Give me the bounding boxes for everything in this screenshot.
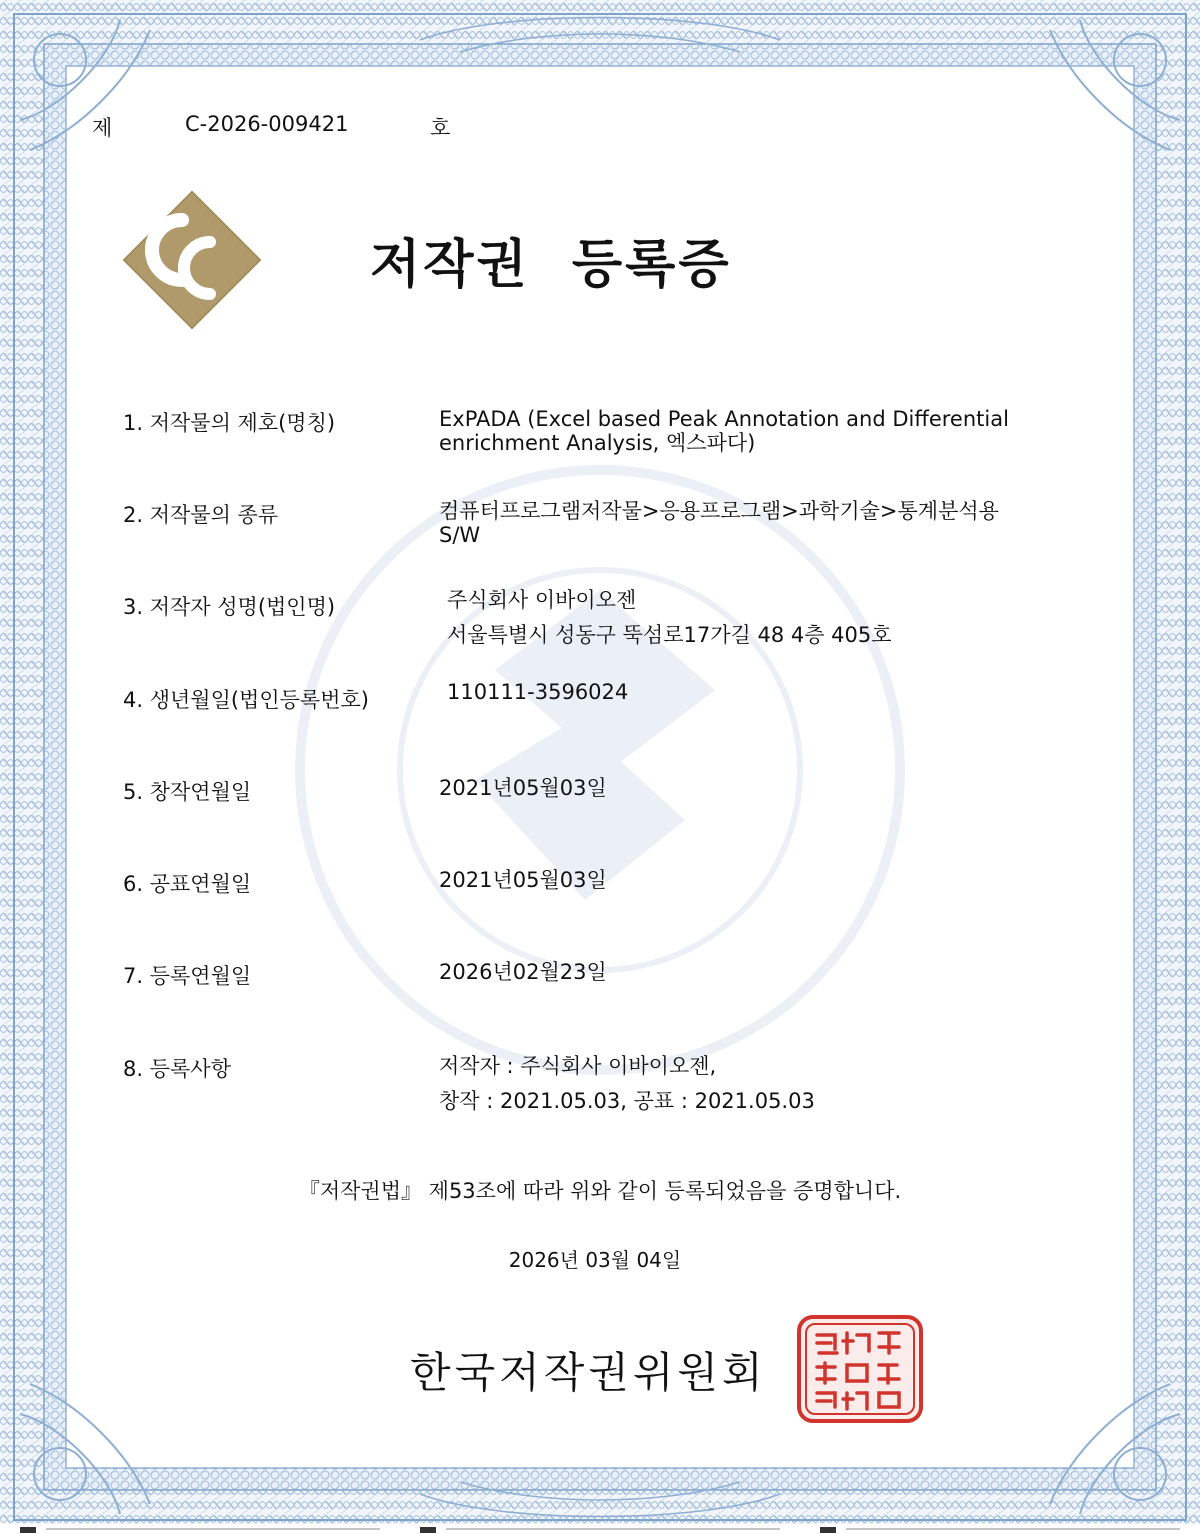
field-value — [439, 960, 1064, 984]
field-value-line: 110111-3596024 — [447, 680, 629, 704]
issue-date: 2026년 03월 04일 — [508, 1248, 682, 1272]
reg-prefix: 제 — [92, 116, 113, 140]
field-value-line: enrichment Analysis, 엑스파다) — [439, 431, 756, 455]
field-value — [439, 868, 1064, 892]
certification-statement: 『저작권법』 제53조에 따라 위와 같이 등록되었음을 증명합니다. — [298, 1179, 902, 1203]
field-label: 1. 저작물의 제호(명칭) — [123, 411, 336, 435]
reg-suffix: 호 — [430, 116, 451, 140]
reg-number: C-2026-009421 — [185, 112, 349, 136]
field-label: 6. 공표연월일 — [123, 872, 252, 896]
field-label: 3. 저작자 성명(법인명) — [123, 595, 336, 619]
field-value — [439, 407, 1064, 455]
field-label: 8. 등록사항 — [123, 1057, 231, 1081]
field-value-line: 2026년02월23일 — [439, 960, 607, 984]
field-value-line: S/W — [439, 523, 481, 547]
official-seal-stamp — [795, 1313, 925, 1425]
field-value-line: 컴퓨터프로그램저작물>응용프로그램>과학기술>통계분석용 — [439, 499, 999, 523]
certificate-title: 저작권 등록증 — [370, 235, 732, 295]
field-value-line: ExPADA (Excel based Peak Annotation and Differential — [439, 407, 1009, 431]
field-value-line: 저작자 : 주식회사 이바이오젠, — [439, 1054, 717, 1078]
issuer-name: 한국저작권위원회 — [410, 1348, 767, 1397]
field-value — [439, 499, 1064, 547]
field-value — [439, 776, 1064, 800]
field-value-line: 2021년05월03일 — [439, 776, 607, 800]
field-value-line: 2021년05월03일 — [439, 868, 607, 892]
field-label: 2. 저작물의 종류 — [123, 503, 279, 527]
field-label: 4. 생년월일(법인등록번호) — [123, 688, 369, 712]
field-value-line: 창작 : 2021.05.03, 공표 : 2021.05.03 — [439, 1089, 815, 1113]
field-value-line: 서울특별시 성동구 뚝섬로17가길 48 4층 405호 — [447, 623, 892, 647]
field-value-line: 주식회사 이바이오젠 — [447, 588, 637, 612]
field-label: 7. 등록연월일 — [123, 964, 252, 988]
field-value — [447, 680, 1072, 704]
field-value — [439, 1049, 1064, 1119]
bottom-security-strip — [0, 1524, 1200, 1534]
field-label: 5. 창작연월일 — [123, 780, 252, 804]
field-value — [447, 583, 1072, 653]
copyright-commission-logo-icon — [122, 190, 262, 330]
